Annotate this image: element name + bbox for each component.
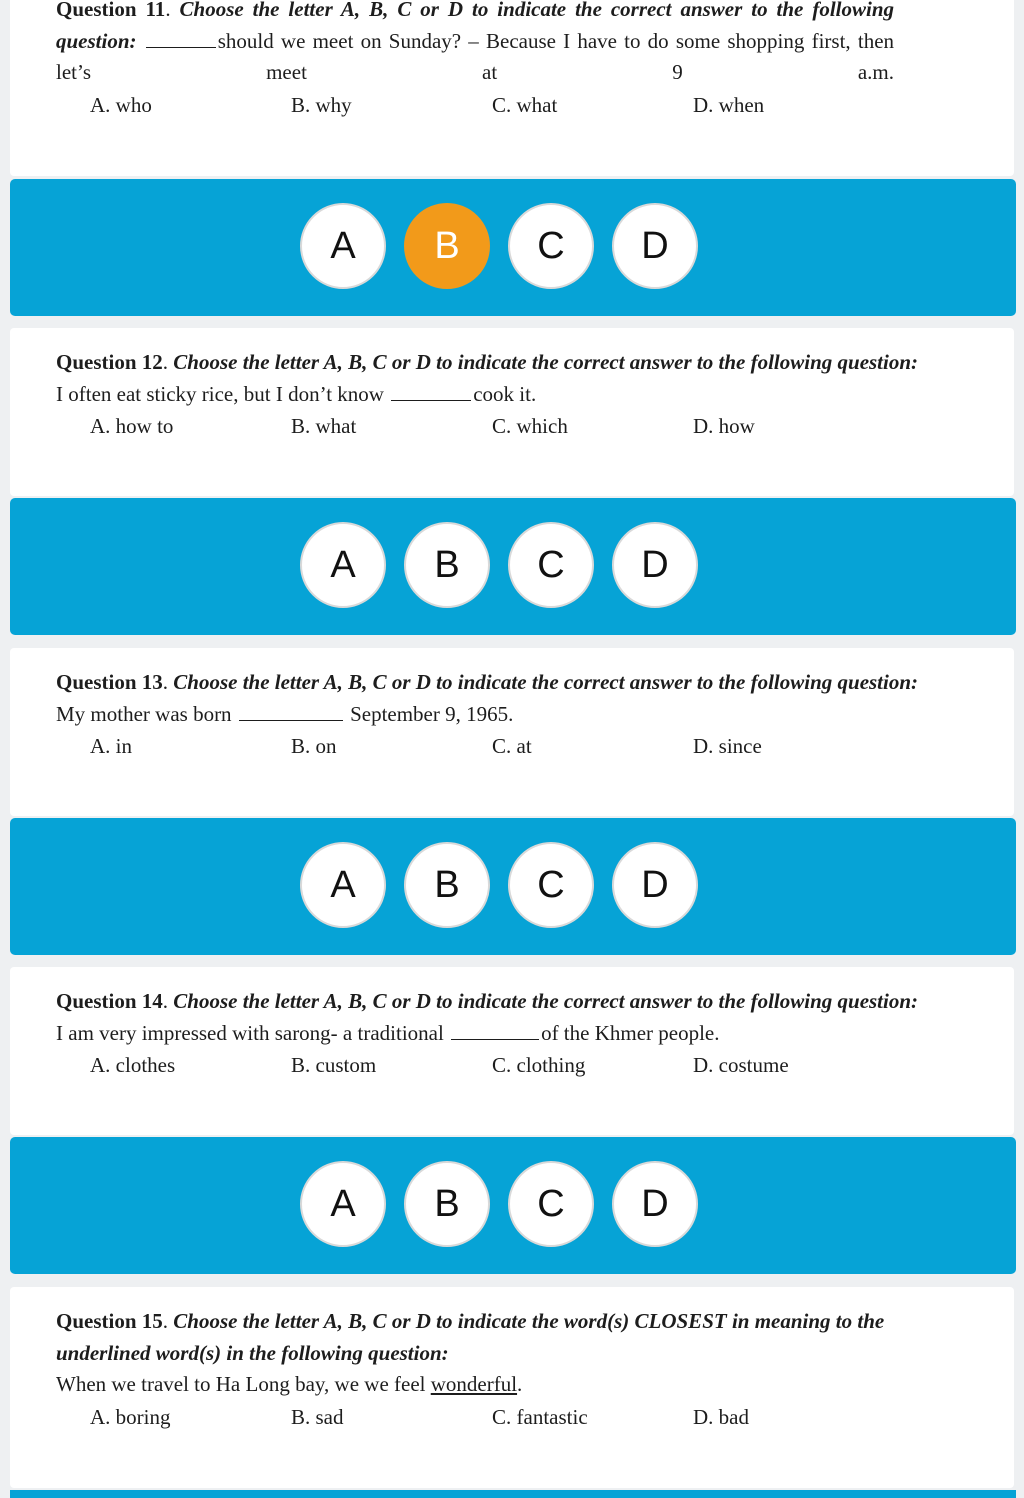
question-15-option-c: C. fantastic — [492, 1404, 588, 1429]
question-card-12 — [10, 328, 1014, 496]
question-14-option-c: C. clothing — [492, 1053, 586, 1077]
answer-bar-12 — [10, 498, 1016, 635]
answer-13-d-button[interactable]: D — [612, 842, 698, 928]
question-11-line-1: Question 11. Choose the letter A, B, C or D to indicate the correct answer to the following question: should we meet on Sunday? – Because I have to do some shopping first, then let’s meet at 9 a.m. — [56, 0, 894, 89]
answer-14-a-button[interactable]: A — [300, 1161, 386, 1247]
answer-bubbles-12 — [300, 522, 698, 608]
question-11-options — [90, 90, 894, 122]
question-15-option-b: B. sad — [291, 1404, 344, 1429]
question-card-11 — [10, 0, 1014, 176]
question-11-option-b: B. why — [291, 92, 352, 117]
question-11-option-c: C. what — [492, 92, 558, 117]
question-13-instruction: Choose the letter A, B, C or D to indicate the correct answer to the following question: — [173, 670, 919, 694]
question-14-stem-before: I am very impressed with sarong- a traditional — [56, 1020, 444, 1045]
question-15-line-1: Question 15. Choose the letter A, B, C or D to indicate the word(s) CLOSEST in meaning to the underlined word(s) in the following question: — [56, 1309, 885, 1365]
question-14-number: Question 14 — [56, 989, 163, 1013]
question-14-options — [90, 1050, 894, 1082]
question-11-option-d: D. when — [693, 92, 765, 117]
answer-12-b-button[interactable]: B — [404, 522, 490, 608]
question-12-option-b: B. what — [291, 414, 357, 438]
answer-14-d-button[interactable]: D — [612, 1161, 698, 1247]
question-15-instruction: Choose the letter A, B, C or D to indicate the word(s) CLOSEST in meaning to the underlined word(s) in the following question: — [56, 1309, 885, 1365]
question-12-number: Question 12 — [56, 350, 163, 374]
question-12-stem-before: I often eat sticky rice, but I don’t know — [56, 381, 384, 406]
question-13-option-d: D. since — [693, 734, 762, 758]
answer-bar-11 — [10, 179, 1016, 316]
answer-bar-14 — [10, 1137, 1016, 1274]
answer-11-a-button[interactable]: A — [300, 203, 386, 289]
answer-13-c-button[interactable]: C — [508, 842, 594, 928]
question-13-stem-line — [56, 699, 894, 731]
answer-11-c-button[interactable]: C — [508, 203, 594, 289]
question-11-option-a: A. who — [90, 92, 152, 117]
question-13-stem-before: My mother was born — [56, 701, 232, 726]
question-14-option-b: B. custom — [291, 1053, 377, 1077]
question-13-option-b: B. on — [291, 734, 337, 758]
question-13-option-c: C. at — [492, 734, 532, 758]
answer-bar-15-partial — [10, 1490, 1016, 1498]
question-11-number: Question 11 — [56, 0, 166, 21]
answer-12-a-button[interactable]: A — [300, 522, 386, 608]
question-14-stem-after: of the Khmer people. — [541, 1020, 720, 1045]
question-card-14 — [10, 967, 1014, 1135]
question-11-instruction: Choose the letter A, B, C or D to indicate the correct answer to the following question: — [56, 0, 895, 53]
answer-13-a-button[interactable]: A — [300, 842, 386, 928]
question-15-underlined-word: wonderful — [430, 1372, 518, 1396]
question-15-stem-before: When we travel to Ha Long bay, we we feel — [56, 1372, 426, 1396]
question-12-option-c: C. which — [492, 414, 568, 438]
answer-bar-13 — [10, 818, 1016, 955]
question-14-instruction: Choose the letter A, B, C or D to indicate the correct answer to the following question: — [173, 989, 919, 1013]
answer-11-b-button[interactable]: B — [404, 203, 490, 289]
question-12-line-1: Question 12. Choose the letter A, B, C or D to indicate the correct answer to the following question: — [56, 350, 919, 374]
answer-14-b-button[interactable]: B — [404, 1161, 490, 1247]
question-15-stem-after: . — [517, 1372, 523, 1396]
question-14-option-d: D. costume — [693, 1053, 789, 1077]
answer-12-c-button[interactable]: C — [508, 522, 594, 608]
answer-bubbles-13 — [300, 842, 698, 928]
question-14-stem-line — [56, 1018, 894, 1050]
question-11-stem: should we meet on Sunday? – Because I have to do some shopping first, then let’s meet at 9 a.m. — [56, 28, 895, 84]
answer-11-d-button[interactable]: D — [612, 203, 698, 289]
question-13-blank — [239, 700, 343, 721]
question-15-option-a: A. boring — [90, 1404, 171, 1429]
question-12-option-d: D. how — [693, 414, 755, 438]
question-14-line-1: Question 14. Choose the letter A, B, C or D to indicate the correct answer to the following question: — [56, 989, 919, 1013]
answer-14-c-button[interactable]: C — [508, 1161, 594, 1247]
question-12-instruction: Choose the letter A, B, C or D to indicate the correct answer to the following question: — [173, 350, 919, 374]
question-13-number: Question 13 — [56, 670, 163, 694]
question-card-15 — [10, 1287, 1014, 1488]
answer-13-b-button[interactable]: B — [404, 842, 490, 928]
question-15-stem-line — [56, 1369, 894, 1401]
question-12-options — [90, 411, 894, 443]
question-14-option-a: A. clothes — [90, 1053, 176, 1077]
question-13-stem-after: September 9, 1965. — [350, 701, 514, 726]
question-12-blank — [391, 380, 471, 401]
question-13-options — [90, 731, 894, 763]
question-15-number: Question 15 — [56, 1309, 163, 1333]
question-12-option-a: A. how to — [90, 414, 174, 438]
question-12-stem-line — [56, 379, 894, 411]
question-13-line-1: Question 13. Choose the letter A, B, C or D to indicate the correct answer to the following question: — [56, 670, 919, 694]
question-card-13 — [10, 648, 1014, 816]
answer-bubbles-11 — [300, 203, 698, 289]
question-14-blank — [451, 1019, 539, 1040]
question-13-option-a: A. in — [90, 734, 132, 758]
answer-12-d-button[interactable]: D — [612, 522, 698, 608]
question-11-blank — [146, 27, 216, 48]
question-15-options — [90, 1402, 894, 1434]
question-12-stem-after: cook it. — [473, 381, 537, 406]
question-15-option-d: D. bad — [693, 1404, 749, 1429]
answer-bubbles-14 — [300, 1161, 698, 1247]
